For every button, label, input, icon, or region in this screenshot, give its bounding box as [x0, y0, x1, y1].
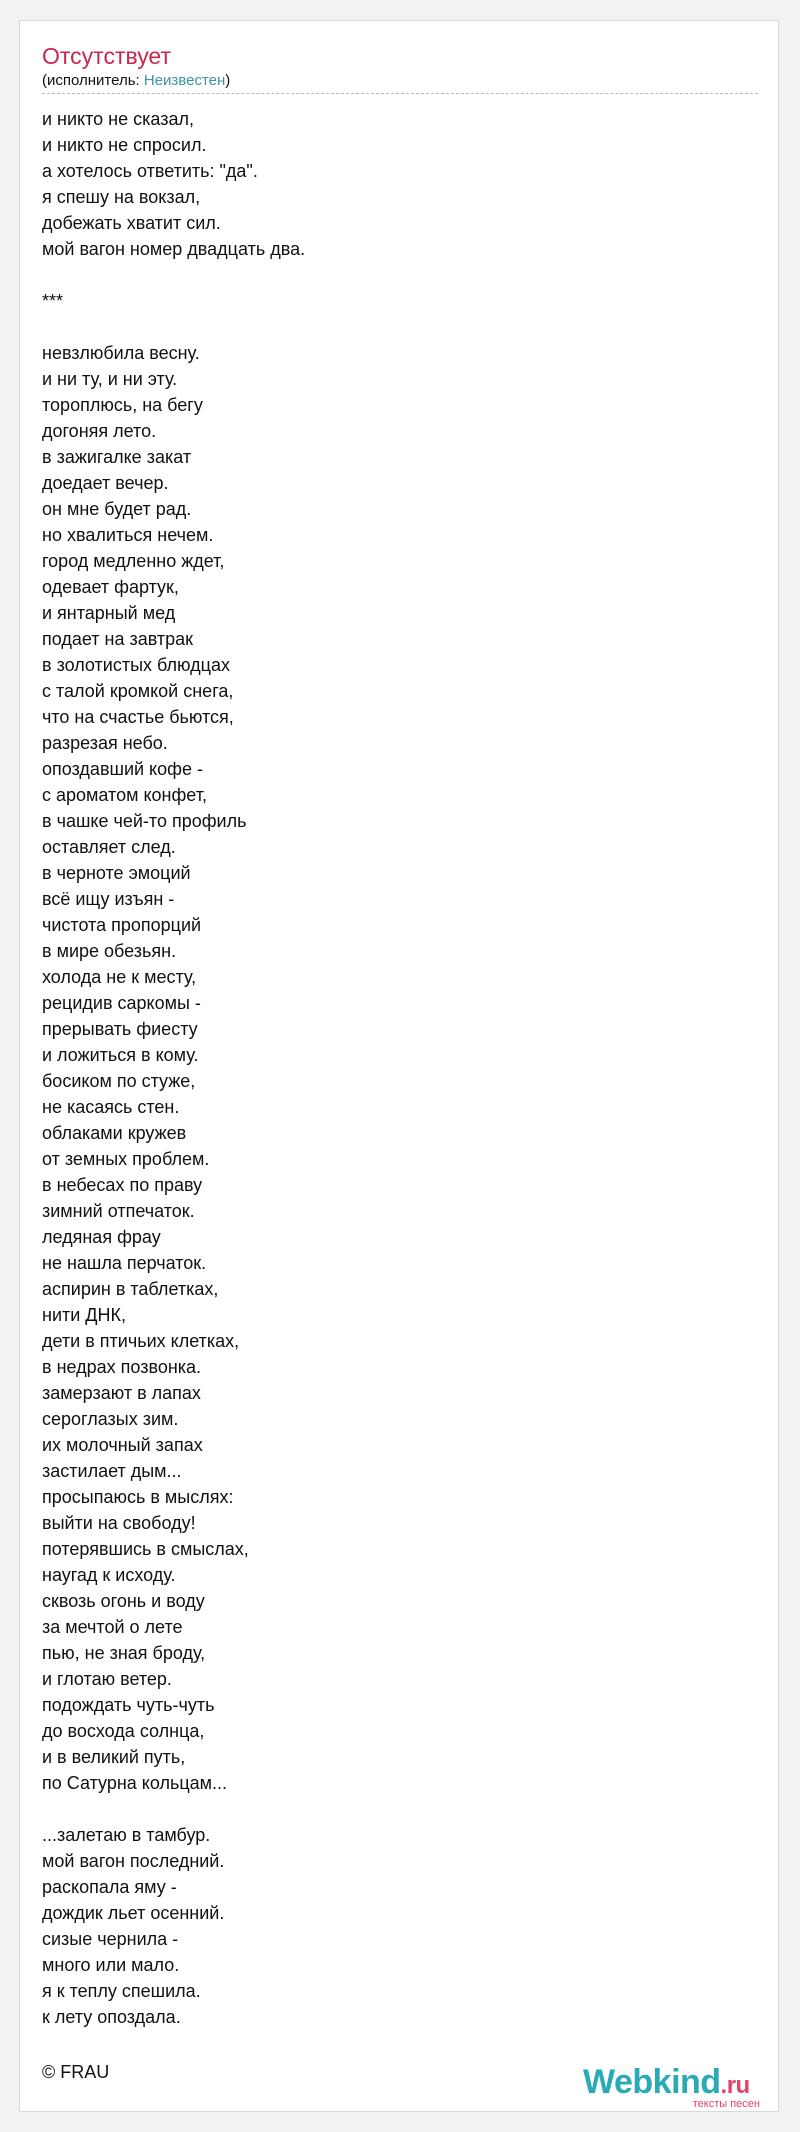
logo-word: Webkind: [583, 2063, 721, 2101]
artist-link[interactable]: Неизвестен: [143, 72, 226, 89]
artist-prefix: (исполнитель:: [42, 72, 144, 89]
lyrics-text: и никто не сказал, и никто не спросил. а хотелось ответить: "да". я спешу на вокзал, добежать хватит сил. мой вагон номер двадцать два. *** невзлюбила весну. и ни ту, и ни эту. тороплюсь, на бегу догоняя лето. в зажигалке закат доедает вечер. он мне будет рад. но хвалиться нечем. город медленно ждет, одевает фартук, и янтарный мед подает на завтрак в золотистых блюдцах с талой кромкой снега, что на счастье бьются, разрезая небо. опоздавший кофе - с ароматом конфет, в чашке чей-то профиль оставляет след. в черноте эмоций всё ищу изъян - чистота пропорций в мире обезьян. холода не к месту, рецидив саркомы - прерывать фиесту и ложиться в кому. босиком по стуже, не касаясь стен. облаками кружев от земных проблем. в небесах по праву зимний отпечаток. ледяная фрау не нашла перчаток. аспирин в таблетках, нити ДНК, дети в птичьих клетках, в недрах позвонка. замерзают в лапах сероглазых зим. их молочный запах застилает дым... просыпаюсь в мыслях: выйти на свободу! потерявшись в смыслах, наугад к исходу. сквозь огонь и воду за мечтой о лете пью, не зная броду, и глотаю ветер. подождать чуть-чуть до восхода солнца, и в великий путь, по Сатурна кольцам... ...залетаю в тамбур. мой вагон последний. раскопала яму - дождик льет осенний. сизые чернила - много или мало. я к теплу спешила. к лету опоздала.: [42, 109, 306, 2027]
webkind-logo[interactable]: [583, 2064, 768, 2114]
logo-tld: .ru: [720, 2072, 750, 2099]
logo-tagline: тексты песен: [692, 2098, 760, 2110]
song-title: Отсутствует: [42, 43, 171, 69]
copyright-text: © FRAU: [42, 2062, 110, 2082]
artist-suffix: ): [225, 72, 231, 89]
lyrics-card: [19, 20, 779, 2112]
dashed-divider: [42, 93, 758, 94]
artist-line: [42, 71, 230, 91]
